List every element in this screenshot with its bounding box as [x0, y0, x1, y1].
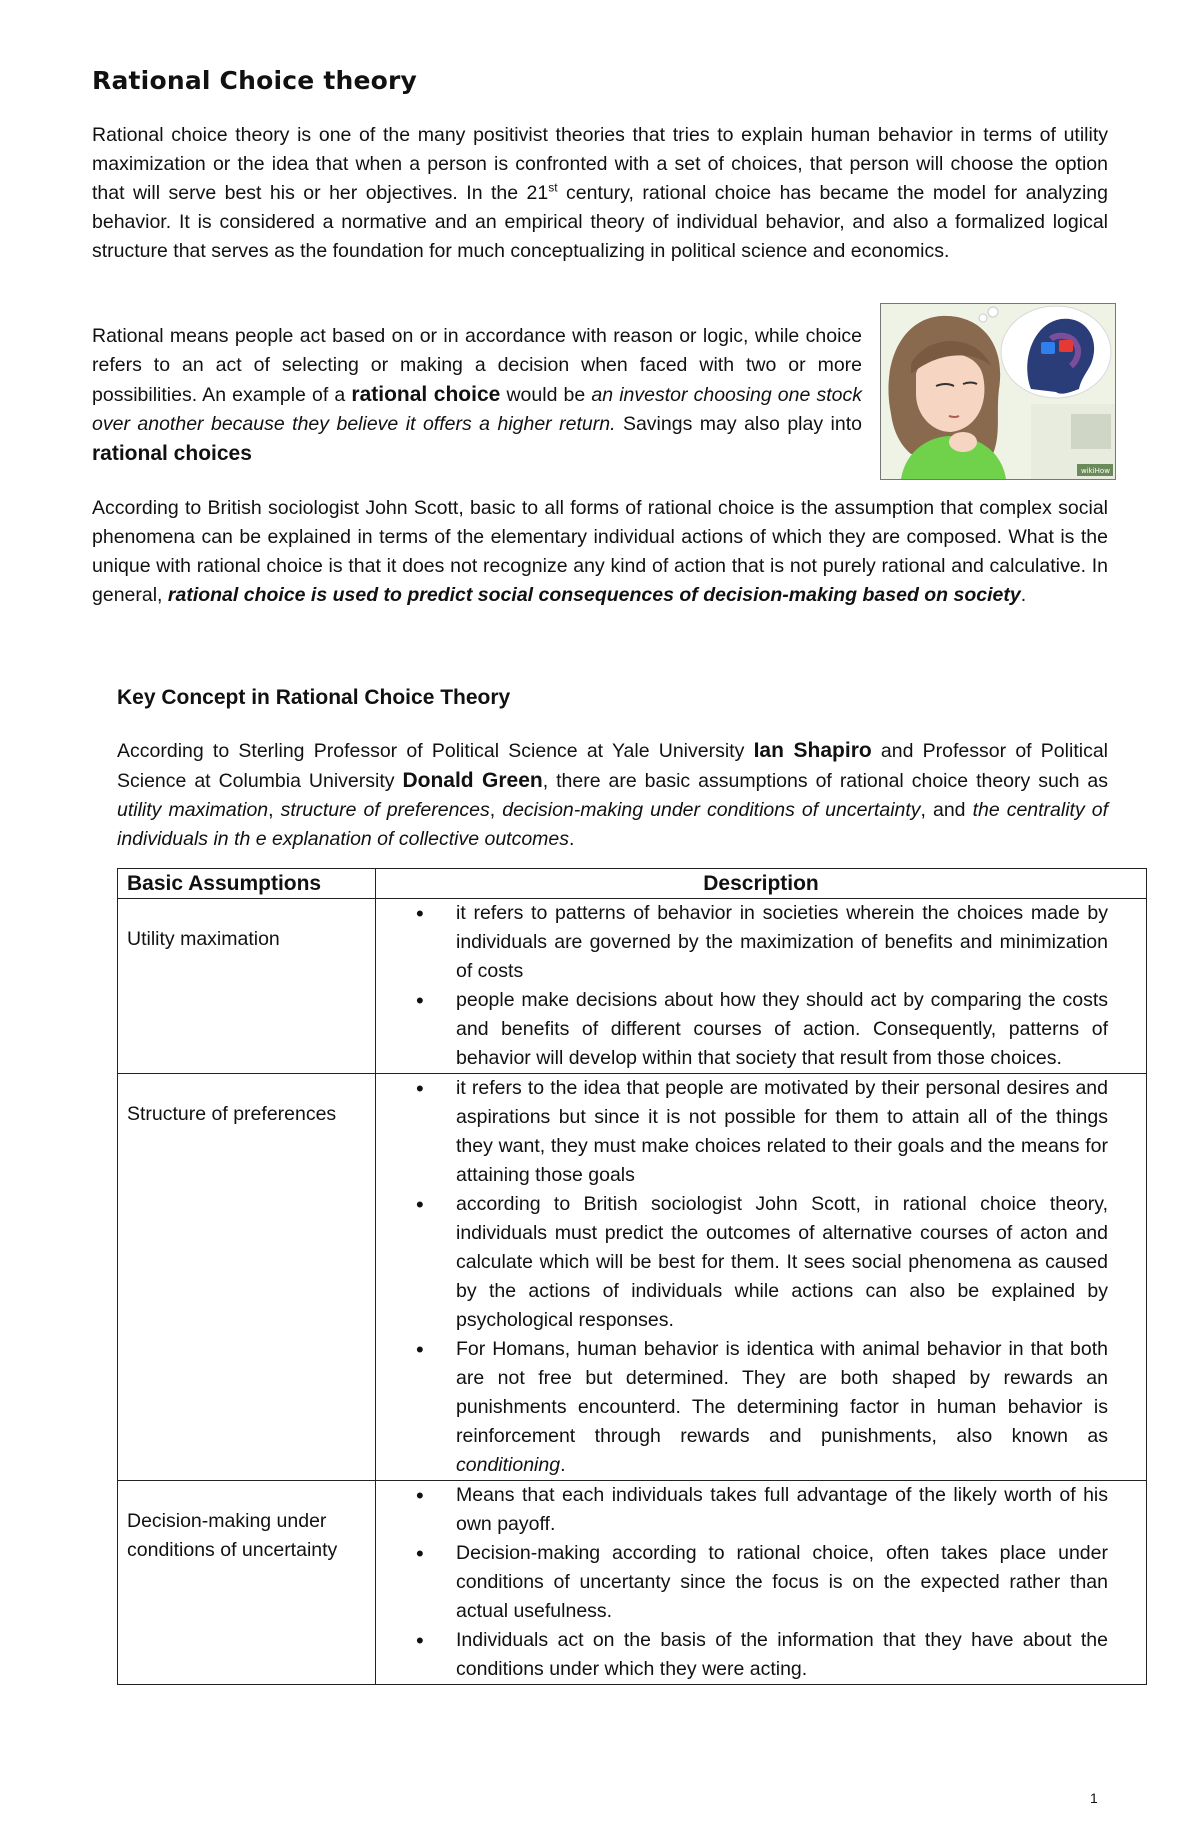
- person-thinking-illustration: [880, 303, 1116, 480]
- kc-sep: ,: [489, 799, 503, 821]
- name-donald-green: Donald Green: [402, 769, 543, 792]
- assumption-label: Structure of preferences: [118, 1074, 376, 1481]
- kc-utility: utility maximation: [117, 799, 269, 821]
- description-cell: [376, 899, 1147, 1074]
- intro-paragraph-2: [92, 322, 862, 469]
- key-concept-paragraph: [117, 736, 1108, 854]
- list-item-end: .: [560, 1454, 566, 1476]
- kc-sep: ,: [268, 799, 281, 821]
- column-header: Basic Assumptions: [118, 869, 376, 899]
- illustration-svg: [881, 304, 1115, 479]
- intro-text-cont: century, rational choice has became the model for analyzing behavior. It is considered a normative and an empirical theory of individual behavior, and also a formalized logical structure that serves as the foundation for much conceptualizing in political science and economics.: [92, 182, 1108, 262]
- assumptions-table: [117, 868, 1147, 1685]
- intro-paragraph-1: [92, 121, 1108, 266]
- kc-structure: structure of preferences: [280, 799, 490, 821]
- rational-choice-term: rational choice: [351, 383, 501, 406]
- description-cell: [376, 1481, 1147, 1685]
- list-item: • Individuals act on the basis of the information that they have about the conditions under which they were acting.: [376, 1626, 1108, 1684]
- table-row: [118, 1481, 1147, 1685]
- list-item: • according to British sociologist John Scott, in rational choice theory, individuals must predict the outcomes of alternative courses of acton and calculate which will be best for them. It sees social phenomena as caused by the actions of individuals while actions can also be explained by psychological responses.: [376, 1190, 1108, 1335]
- bullet-list: [376, 1074, 1146, 1480]
- ordinal-superscript: st: [548, 180, 558, 195]
- watermark-text: wikiHow: [1081, 467, 1110, 475]
- kc-text-b: and Professor of Political Science at Columbia University: [117, 740, 1108, 792]
- assumption-label: Utility maximation: [118, 899, 376, 1074]
- column-header: Description: [376, 869, 1147, 899]
- conditioning-term: conditioning: [456, 1454, 561, 1476]
- p3-emphasis: rational choice is used to predict social consequences of decision-making based on society: [167, 584, 1021, 606]
- rational-choices-term: rational choices: [92, 442, 252, 465]
- page-title: Rational Choice theory: [92, 66, 418, 95]
- intro-paragraph-3: [92, 494, 1108, 610]
- list-item: • it refers to patterns of behavior in societies wherein the choices made by individuals are governed by the maximization of benefits and minimization of costs: [376, 899, 1108, 986]
- kc-text-c: , there are basic assumptions of rational choice theory such as: [542, 770, 1108, 792]
- key-concept-heading: Key Concept in Rational Choice Theory: [117, 686, 511, 709]
- list-item-text: For Homans, human behavior is identica with animal behavior in that both are not free but determined. They are both shaped by rewards an punishments encounterd. The determining factor in human behavior is reinforcement through rewards and punishments, also known as: [456, 1338, 1108, 1447]
- list-item: • it refers to the idea that people are motivated by their personal desires and aspirations but since it is not possible for them to attain all of the things they want, they must make choices related to their goals and the means for attaining those goals: [376, 1074, 1108, 1190]
- table-header-row: [118, 869, 1147, 899]
- kc-text-a: According to Sterling Professor of Political Science at Yale University: [117, 740, 754, 762]
- list-item: • people make decisions about how they should act by comparing the costs and benefits of different courses of action. Consequently, patterns of behavior will develop within that society that result from those choices.: [376, 986, 1108, 1073]
- table-row: [118, 899, 1147, 1074]
- kc-centrality: the centrality of individuals in th e explanation of collective outcomes: [117, 799, 1109, 850]
- p2-text-c: Savings may also play into: [615, 413, 862, 435]
- list-item: [376, 1335, 1108, 1480]
- assumption-label: Decision-making under conditions of uncertainty: [118, 1481, 376, 1685]
- kc-decision: decision-making under conditions of uncertainty: [502, 799, 921, 821]
- p2-text-b: would be: [500, 384, 592, 406]
- kc-sep: , and: [920, 799, 973, 821]
- investor-example: an investor choosing one stock over another because they believe it offers a higher return.: [92, 384, 862, 435]
- list-item: • Means that each individuals takes full advantage of the likely worth of his own payoff.: [376, 1481, 1108, 1539]
- bullet-list: [376, 1481, 1146, 1684]
- list-item: • Decision-making according to rational choice, often takes place under conditions of uncertanty since the focus is on the expected rather than actual usefulness.: [376, 1539, 1108, 1626]
- table-row: [118, 1074, 1147, 1481]
- description-cell: [376, 1074, 1147, 1481]
- kc-end: .: [569, 828, 575, 850]
- bullet-list: [376, 899, 1146, 1073]
- intro-text: Rational choice theory is one of the many positivist theories that tries to explain human behavior in terms of utility maximization or the idea that when a person is confronted with a set of choices, that person will choose the option that will serve best his or her objectives. In the 21: [92, 124, 1108, 204]
- name-ian-shapiro: Ian Shapiro: [753, 739, 872, 762]
- p3-text: According to British sociologist John Scott, basic to all forms of rational choice is the assumption that complex social phenomena can be explained in terms of the elementary individual actions of which they are composed. What is the unique with rational choice is that it does not recognize any kind of action that is not purely rational and calculative. In general,: [92, 497, 1108, 606]
- p3-end: .: [1020, 584, 1027, 606]
- page-number: 1: [1090, 1790, 1098, 1806]
- p2-text: Rational means people act based on or in accordance with reason or logic, while choice refers to an act of selecting or making a decision when faced with two or more possibilities. An example of a: [92, 325, 862, 406]
